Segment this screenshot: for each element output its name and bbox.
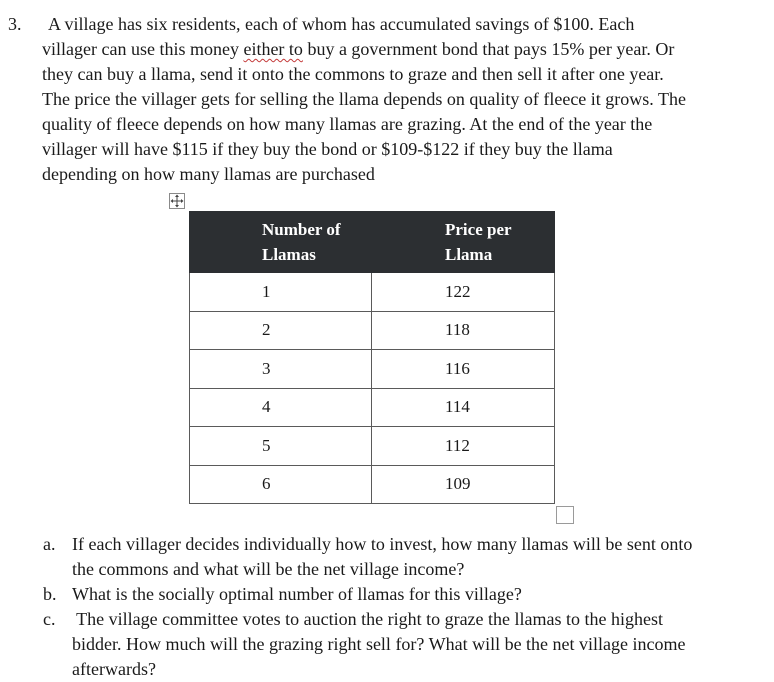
question-number: 3. [8, 14, 22, 34]
cell-price-per-llama: 122 [372, 273, 555, 312]
cell-price-per-llama: 112 [372, 427, 555, 466]
subquestion-text: The village committee votes to auction the right to graze the llamas to the highest bidder. How much will the grazing right sell for? What will be the net village income afterwards? [72, 609, 686, 679]
subquestion-marker: c. [43, 609, 56, 629]
question-line-6: villager will have $115 if they buy the bond or $109-$122 if they buy the llama [42, 139, 613, 159]
cell-number-of-llamas: 3 [190, 350, 372, 389]
cell-price-per-llama: 116 [372, 350, 555, 389]
cell-price-per-llama: 109 [372, 465, 555, 504]
table-move-handle-icon[interactable] [169, 193, 185, 209]
table-row [190, 465, 555, 504]
cell-number-of-llamas: 6 [190, 465, 372, 504]
subquestion-marker: a. [43, 534, 56, 554]
header-number-of-llamas: Number of Llamas [190, 212, 372, 273]
llama-price-table [189, 211, 555, 504]
subquestion-b [0, 582, 774, 607]
table-resize-handle[interactable] [556, 506, 574, 524]
table-row [190, 427, 555, 466]
table-row [190, 273, 555, 312]
question-line-5: quality of fleece depends on how many llamas are grazing. At the end of the year the [42, 114, 653, 134]
question-line-7: depending on how many llamas are purchased [42, 164, 375, 184]
question-line-3: they can buy a llama, send it onto the commons to graze and then sell it after one year. [42, 64, 664, 84]
cell-price-per-llama: 118 [372, 311, 555, 350]
table-row [190, 388, 555, 427]
header-price-per-llama: Price per Llama [372, 212, 555, 273]
table-row [190, 311, 555, 350]
cell-number-of-llamas: 5 [190, 427, 372, 466]
spellcheck-underlined-phrase: either to [243, 39, 303, 59]
subquestion-text: If each villager decides individually how to invest, how many llamas will be sent onto the commons and what will be the net village income? [72, 534, 693, 579]
table-header-row [190, 212, 555, 273]
question-line-1: A village has six residents, each of whom has accumulated savings of $100. Each [48, 14, 635, 34]
cell-number-of-llamas: 4 [190, 388, 372, 427]
table-row [190, 350, 555, 389]
cell-price-per-llama: 114 [372, 388, 555, 427]
question-line-2: villager can use this money either to buy a government bond that pays 15% per year. Or [42, 39, 675, 59]
subquestion-marker: b. [43, 584, 57, 604]
question-line-4: The price the villager gets for selling the llama depends on quality of fleece it grows. The [42, 89, 686, 109]
question-text [42, 12, 767, 187]
cell-number-of-llamas: 2 [190, 311, 372, 350]
subquestion-a [0, 532, 774, 582]
subquestion-text: What is the socially optimal number of llamas for this village? [72, 584, 522, 604]
cell-number-of-llamas: 1 [190, 273, 372, 312]
subquestion-c [0, 607, 774, 682]
subquestion-list [0, 532, 774, 682]
